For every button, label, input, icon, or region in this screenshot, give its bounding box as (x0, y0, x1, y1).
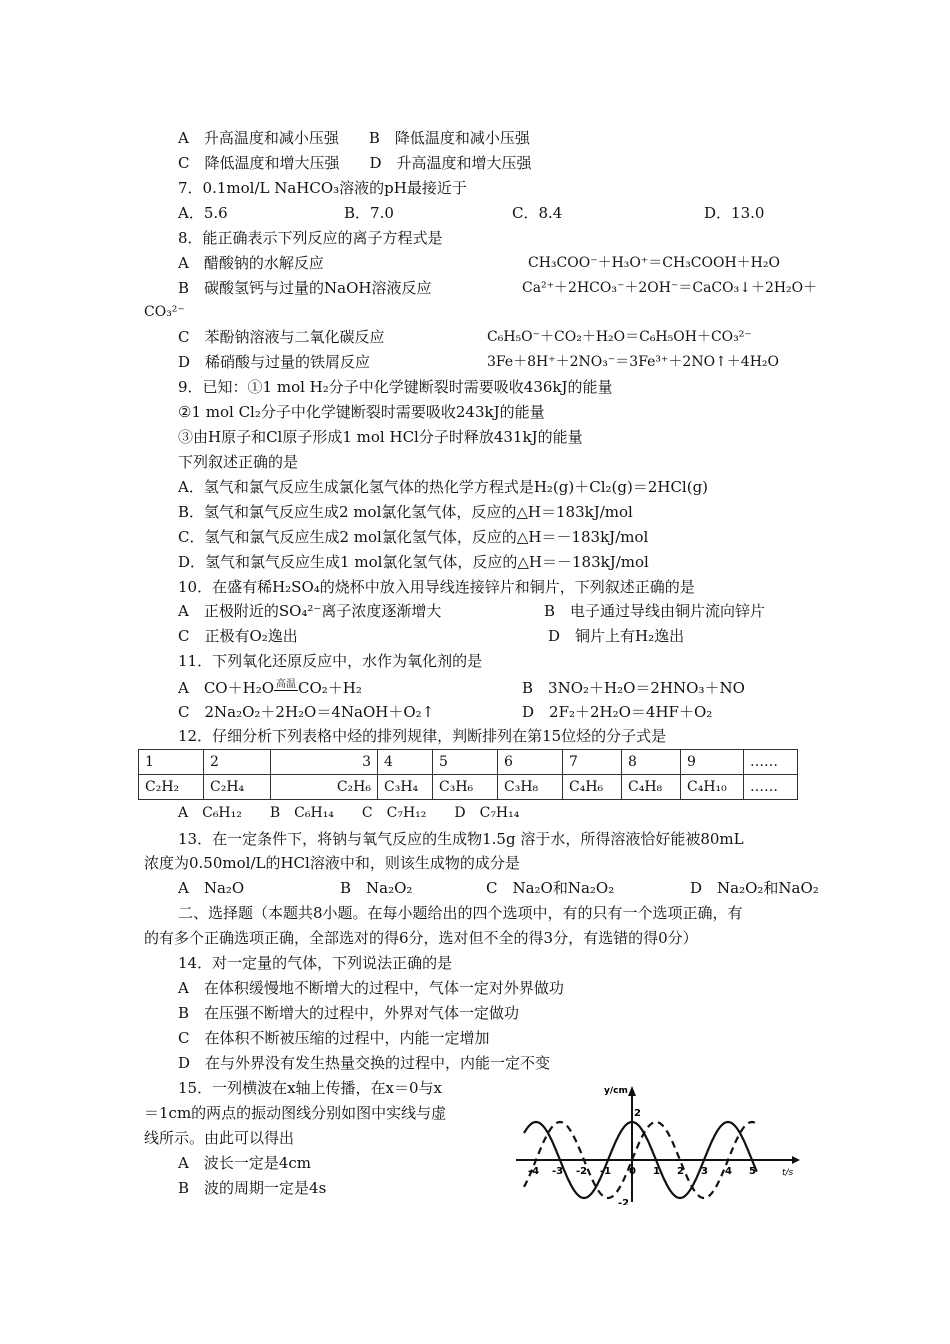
x-tick-label: 4 (725, 1166, 732, 1177)
section-2-title: 二、选择题（本题共8小题。在每小题给出的四个选项中，有的只有一个选项正确，有 (178, 904, 743, 922)
q8-option-b-equation-cont: CO₃²⁻ (144, 304, 185, 320)
q7-option-a: A．5.6 (178, 204, 228, 222)
q14-option-b: B 在压强不断增大的过程中，外界对气体一定做功 (178, 1004, 520, 1022)
table-cell: C₃H₈ (498, 775, 563, 800)
q10-option-b: B 电子通过导线由铜片流向锌片 (544, 602, 766, 620)
table-cell: 8 (622, 750, 681, 775)
q15-option-a: A 波长一定是4cm (178, 1154, 312, 1172)
table-cell: 1 (139, 750, 204, 775)
table-cell: 9 (681, 750, 744, 775)
q9-stem-1: 9．已知：①1 mol H₂分子中化学键断裂时需要吸收436kJ的能量 (178, 378, 613, 396)
table-cell: 3 (271, 750, 378, 775)
x-tick-label: 2 (677, 1166, 684, 1177)
table-row (139, 750, 798, 775)
q14-option-a: A 在体积缓慢地不断增大的过程中，气体一定对外界做功 (178, 979, 564, 997)
q7-option-b: B．7.0 (344, 204, 394, 222)
vibration-graph (512, 1080, 802, 1205)
q11-option-b: B 3NO₂＋H₂O＝2HNO₃＋NO (522, 679, 745, 697)
q8-option-a-equation: CH₃COO⁻＋H₃O⁺＝CH₃COOH＋H₂O (528, 255, 780, 271)
q11-a-products: CO₂＋H₂ (298, 679, 362, 697)
table-cell: C₄H₈ (622, 775, 681, 800)
table-cell: 4 (378, 750, 433, 775)
x-tick-label: 1 (653, 1166, 660, 1177)
x-tick-label: 5 (749, 1166, 756, 1177)
q8-option-a-label: A 醋酸钠的水解反应 (178, 254, 324, 272)
q11-option-d: D 2F₂＋2H₂O＝4HF＋O₂ (522, 703, 713, 721)
table-cell: C₄H₆ (563, 775, 622, 800)
y-axis-label: y/cm (604, 1086, 628, 1096)
y-axis-arrow (628, 1086, 636, 1096)
q10-option-d: D 铜片上有H₂逸出 (548, 627, 685, 645)
q15-stem-1: 15．一列横波在x轴上传播，在x＝0与x (178, 1079, 443, 1097)
q13-option-d: D Na₂O₂和NaO₂ (690, 879, 819, 897)
q11-a-reactants: A CO＋H₂O (178, 679, 274, 697)
q8-option-d-equation: 3Fe＋8H⁺＋2NO₃⁻＝3Fe³⁺＋2NO↑＋4H₂O (487, 354, 779, 370)
q14-option-d: D 在与外界没有发生热量交换的过程中，内能一定不变 (178, 1054, 551, 1072)
x-tick-label: 3 (701, 1166, 708, 1177)
q13-option-b: B Na₂O₂ (340, 879, 413, 897)
q8-option-b-equation: Ca²⁺＋2HCO₃⁻＋2OH⁻＝CaCO₃↓＋2H₂O＋ (522, 280, 818, 296)
q11-a-condition: 高温 (276, 679, 296, 690)
q8-option-c-equation: C₆H₅O⁻＋CO₂＋H₂O＝C₆H₅OH＋CO₃²⁻ (487, 329, 752, 345)
x-axis-arrow (792, 1156, 800, 1164)
q11-option-a (178, 678, 362, 698)
section-2-title-cont: 的有多个正确选项正确，全部选对的得6分，选对但不全的得3分，有选错的得0分） (144, 929, 698, 947)
q13-stem-2: 浓度为0.50mol/L的HCl溶液中和，则该生成物的成分是 (144, 854, 520, 872)
table-cell: 6 (498, 750, 563, 775)
q10-option-a: A 正极附近的SO₄²⁻离子浓度逐渐增大 (178, 602, 442, 620)
q15-stem-2: ＝1cm的两点的振动图线分别如图中实线与虚 (144, 1104, 447, 1122)
q15-stem-3: 线所示。由此可以得出 (144, 1129, 295, 1147)
q9-option-b: B．氢气和氯气反应生成2 mol氯化氢气体，反应的△H＝183kJ/mol (178, 503, 633, 521)
q11-option-c: C 2Na₂O₂＋2H₂O＝4NaOH＋O₂↑ (178, 703, 435, 721)
q14-option-c: C 在体积不断被压缩的过程中，内能一定增加 (178, 1029, 490, 1047)
table-cell: C₂H₄ (204, 775, 271, 800)
q12-stem: 12．仔细分析下列表格中烃的排列规律，判断排列在第15位烃的分子式是 (178, 727, 667, 745)
q9-option-d: D．氢气和氯气反应生成1 mol氯化氢气体，反应的△H＝－183kJ/mol (178, 553, 649, 571)
q13-stem-1: 13．在一定条件下，将钠与氧气反应的生成物1.5g 溶于水，所得溶液恰好能被80mL (178, 830, 744, 848)
y-tick-bottom: -2 (618, 1198, 630, 1205)
q14-stem: 14．对一定量的气体，下列说法正确的是 (178, 954, 453, 972)
table-cell: C₂H₆ (271, 775, 378, 800)
q8-stem: 8．能正确表示下列反应的离子方程式是 (178, 229, 443, 247)
q13-option-a: A Na₂O (178, 879, 245, 897)
table-cell: 7 (563, 750, 622, 775)
q7-stem: 7．0.1mol/L NaHCO₃溶液的pH最接近于 (178, 179, 467, 197)
table-cell: C₃H₆ (433, 775, 498, 800)
q9-stem-3: ③由H原子和Cl原子形成1 mol HCl分子时释放431kJ的能量 (178, 428, 583, 446)
q8-option-b-label: B 碳酸氢钙与过量的NaOH溶液反应 (178, 279, 432, 297)
q10-stem: 10．在盛有稀H₂SO₄的烧杯中放入用导线连接锌片和铜片，下列叙述正确的是 (178, 578, 695, 596)
q8-option-d-label: D 稀硝酸与过量的铁屑反应 (178, 353, 371, 371)
x-tick-label: 0 (629, 1166, 636, 1177)
table-cell: C₂H₂ (139, 775, 204, 800)
x-axis-label: t/s (782, 1168, 794, 1178)
q9-stem-4: 下列叙述正确的是 (178, 453, 299, 471)
q15-option-b: B 波的周期一定是4s (178, 1179, 327, 1197)
q9-option-c: C．氢气和氯气反应生成2 mol氯化氢气体，反应的△H＝－183kJ/mol (178, 528, 649, 546)
q13-option-c: C Na₂O和Na₂O₂ (486, 879, 615, 897)
x-tick-label: -2 (576, 1166, 588, 1177)
q6-options-ab: A 升高温度和减小压强 B 降低温度和减小压强 (178, 129, 530, 147)
table-cell: C₃H₄ (378, 775, 433, 800)
table-row (139, 775, 798, 800)
q12-options: A C₆H₁₂ B C₆H₁₄ C C₇H₁₂ D C₇H₁₄ (178, 805, 520, 821)
q9-option-a: A．氢气和氯气反应生成氯化氢气体的热化学方程式是H₂(g)＋Cl₂(g)＝2HCl(g) (178, 478, 709, 496)
table-cell: 5 (433, 750, 498, 775)
q10-option-c: C 正极有O₂逸出 (178, 627, 298, 645)
q9-stem-2: ②1 mol Cl₂分子中化学键断裂时需要吸收243kJ的能量 (178, 403, 545, 421)
q7-option-c: C．8.4 (512, 204, 563, 222)
table-cell: …… (744, 775, 798, 800)
hydrocarbon-table (138, 749, 798, 800)
table-cell: 2 (204, 750, 271, 775)
q6-options-cd: C 降低温度和增大压强 D 升高温度和增大压强 (178, 154, 532, 172)
q8-option-c-label: C 苯酚钠溶液与二氧化碳反应 (178, 328, 385, 346)
x-tick-label: -3 (552, 1166, 564, 1177)
q11-stem: 11．下列氧化还原反应中，水作为氧化剂的是 (178, 652, 483, 670)
x-tick-label: -4 (528, 1166, 540, 1177)
table-cell: C₄H₁₀ (681, 775, 744, 800)
table-cell: …… (744, 750, 798, 775)
x-tick-label: -1 (600, 1166, 612, 1177)
y-tick-top: 2 (634, 1108, 641, 1119)
q7-option-d: D．13.0 (704, 204, 765, 222)
